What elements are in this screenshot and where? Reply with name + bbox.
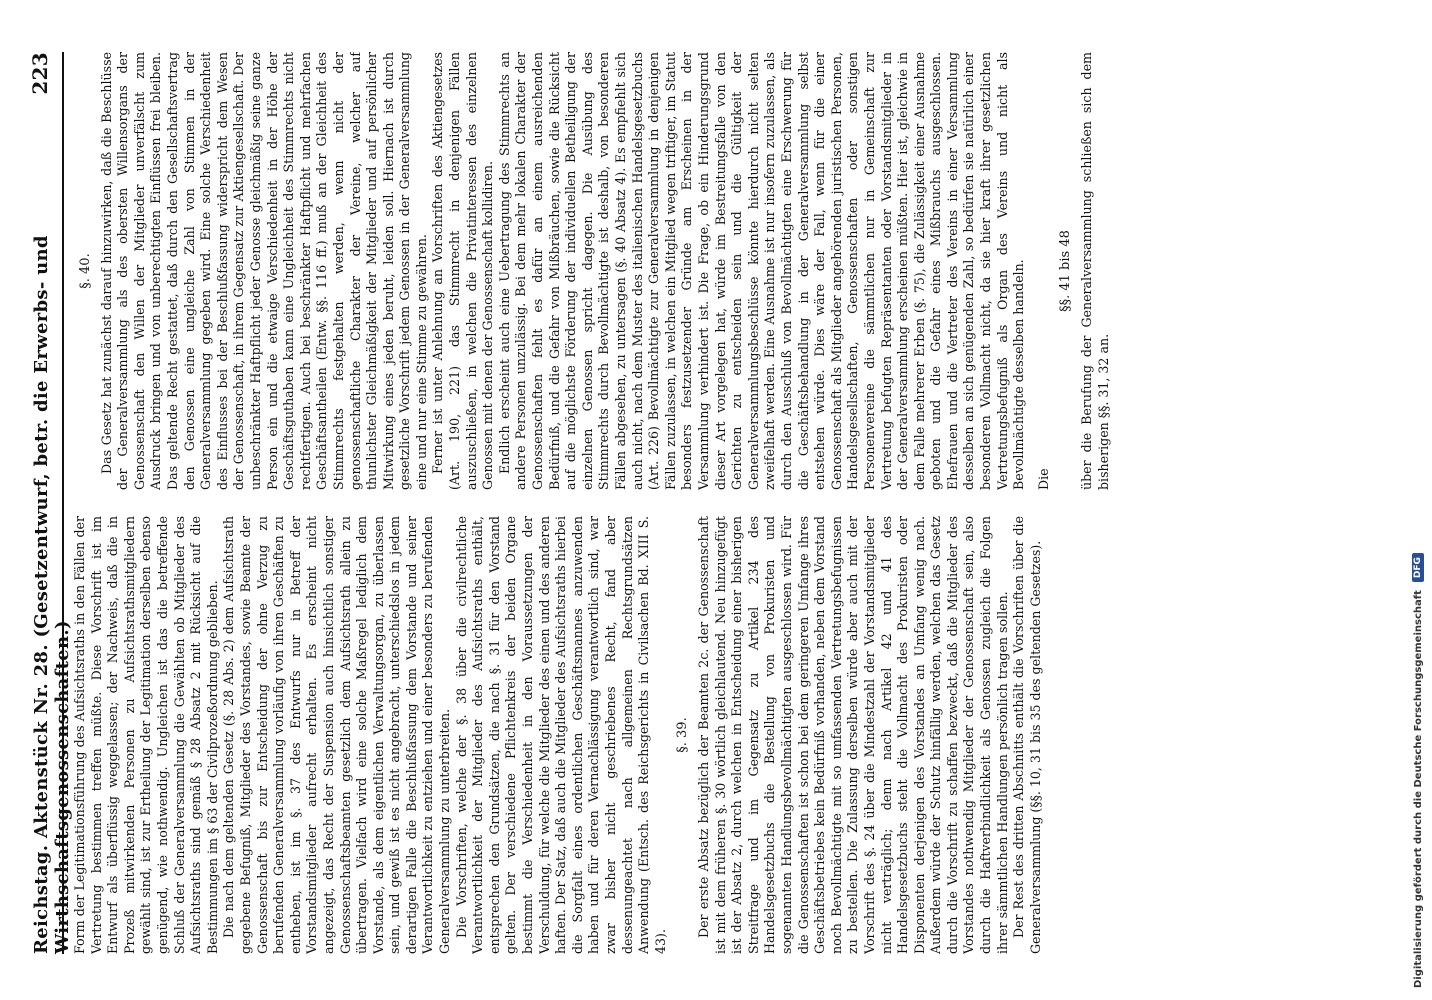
digitization-credit-text: Digitalisierung gefördert durch die Deutsche Forschungsgemeinschaft (1412, 590, 1424, 988)
paragraph: Die nach dem geltenden Gesetz (§. 28 Abs. 2) dem Aufsichtsrath gegebene Befugniß, Mitglieder des Vorstandes, sowie Beamte der Genossenschaft bis zur Entscheidung der ohne Verzug zu berufenden Generalversammlung vorläufig von ihren Geschäften zu entheben, ist im §. 37 des Entwurfs nur in Betreff der Vorstandsmitglieder aufrecht erhalten. Es erscheint nicht angezeigt, das Recht der Suspension auch hinsichtlich sonstiger Genossenschaftsbeamten gesetzlich dem Aufsichtsrath allein zu übertragen. Vielfach wird eine solche Maßregel lediglich dem Vorstande, als dem eigentlichen Verwaltungsorgan, zu überlassen sein, und gewiß ist es nicht angebracht, unterschiedslos in jedem derartigen Falle die Beschlußfassung dem Vorstande und seiner Verantwortlichkeit zu entziehen und einer besonders zu berufenden Generalversammlung zu unterbreiten. (221, 516, 453, 954)
digitization-credit (1404, 0, 1432, 1000)
digitization-sidebar (1404, 0, 1432, 1000)
word-die: Die (1035, 468, 1051, 490)
running-head-title: Reichstag. Aktenstück Nr. 28. (Gesetzentwurf, betr. die Erwerbs- und Wirthschaftsgenossenschaften.) (31, 235, 73, 954)
paragraph: Der Rest des dritten Abschnitts enthält die Vorschriften über die Generalversammlung (§§. 10, 31 bis 35 des geltenden Gesetzes). (1011, 516, 1043, 954)
left-column (72, 516, 1372, 954)
paragraph: Die Vorschriften, welche der §. 38 über die civilrechtliche Verantwortlichkeit der Mitglieder des Aufsichtsraths enthält, entsprechen den Grundsätzen, die nach §. 31 für den Vorstand gelten. Der verschiedene Pflichtenkreis der beiden Organe bestimmt die Verschiedenheit in den Voraussetzungen der Verschuldung, für welche die Mitglieder des einen und des anderen haften. Der Satz, daß auch die Mitglieder des Aufsichtsraths hierbei die Sorgfalt eines ordentlichen Geschäftsmannes anzuwenden haben und für deren Vernachlässigung verantwortlich sind, war zwar bisher nicht geschriebenes Recht, fand aber dessenungeachtet nach allgemeinen Rechtsgrundsätzen Anwendung (Entsch. des Reichsgerichts in Civilsachen Bd. XIII S. 43). (453, 516, 668, 954)
section-heading-41-48: §§. 41 bis 48 (1058, 230, 1074, 312)
paragraph: Der erste Absatz bezüglich der Beamten 2c. der Genossenschaft ist mit dem früheren §. 30 wörtlich gleichlautend. Neu hinzugefügt ist der Absatz 2, durch welchen in Entscheidung einer bisherigen Streitfrage und im Gegensatz zu Artikel 234 des Handelsgesetzbuchs die Bestellung von Prokuristen und sogenannten Handlungsbevollmächtigten ausgeschlossen wird. Für die Genossenschaften ist schon bei dem geringeren Umfange ihres Geschäftsbetriebes kein Bedürfniß vorhanden, neben dem Vorstand noch Bevollmächtigte mit so umfassenden Vertretungsbefugnissen zu bestellen. Die Zulassung derselben würde aber auch mit der Vorschrift des §. 24 über die Mindestzahl der Vorstandsmitglieder nicht verträglich; denn nach Artikel 42 und 41 des Handelsgesetzbuchs steht die Vollmacht des Prokuristen oder Disponenten derjenigen des Vorstandes an Umfang wenig nach. Außerdem würde der Schutz hinfällig werden, welchen das Gesetz durch die Vorschrift zu schaffen bezweckt, daß die Mitglieder des Vorstandes nothwendig Mitglieder der Genossenschaft sein, also durch die Haftverbindlichkeit als Genossen zugleich die Folgen ihrer sämmtlichen Handlungen persönlich tragen sollen. (695, 516, 1010, 954)
section-heading-39: §. 39. (675, 717, 691, 753)
running-head (28, 52, 73, 954)
paragraph: Ferner ist unter Anlehnung an Vorschriften des Aktiengesetzes (Art. 190, 221) das Stimmrecht in denjenigen Fällen auszuschließen, in welchen die Privatinteressen des einzelnen Genossen mit denen der Genossenschaft kollidiren. (430, 52, 496, 490)
dfg-logo: DFG (1412, 553, 1424, 582)
paragraph: Das Gesetz hat zunächst darauf hinzuwirken, daß die Beschlüsse der Generalversammlung als des obersten Willensorgans der Genossenschaft den Willen der Mitglieder unverfälscht zum Ausdruck bringen und von unberechtigten Einflüssen frei bleiben. Das geltende Recht gestattet, daß durch den Gesellschaftsvertrag den Genossen eine ungleiche Zahl von Stimmen in der Generalversammlung gegeben wird. Eine solche Verschiedenheit des Einflusses bei der Beschlußfassung widerspricht dem Wesen der Genossenschaft, in ihrem Gegensatz zur Aktiengesellschaft. Der unbeschränkter Haftpflicht jeder Genosse gleichmäßig seine ganze Person ein und die etwaige Verschiedenheit in der Höhe der Geschäftsguthaben kann eine Ungleichheit des Stimmrechts nicht rechtfertigen. Auch bei beschränkter Haftpflicht und mehrfachen Geschäftsantheilen (Entw. §§. 116 ff.) muß an der Gleichheit des Stimmrechts festgehalten werden, wenn nicht der genossenschaftliche Charakter der Vereine, welcher auf thunlichster Gleichmäßigkeit der Mitglieder und auf persönlicher Mitwirkung eines jeden beruht, leiden soll. Hiernach ist durch gesetzliche Vorschrift jedem Genossen in der Generalversammlung eine und nur eine Stimme zu gewähren. (98, 52, 429, 490)
page-number: 223 (28, 52, 52, 95)
text-columns (72, 52, 1372, 954)
right-column (72, 52, 1372, 490)
paragraph: Form der Legitimationsführung des Aufsichtsraths in den Fällen der Vertretung bestimmen treffen müßte. Diese Vorschrift ist im Entwurf als überflüssig weggelassen; der Nachweis, daß die in Prozeß mitwirkenden Personen zu Aufsichtsrathsmitgliedern gewählt sind, ist zur Ertheilung der Legitimation derselben ebenso genügend, wie nothwendig. Ungleichen ist das die betreffende Schluß der Generalversammlung die Gewählten ob Mitglieder des Aufsichtsraths sind gemäß § 28 Absatz 2 mit Rücksicht auf die Bestimmungen im § 63 der Civilprozeßordnung geblieben. (72, 516, 220, 954)
paragraph: über die Berufung der Generalversammlung schließen sich dem bisherigen §§. 31, 32 an. (1079, 52, 1111, 490)
paragraph: Endlich erscheint auch eine Uebertragung des Stimmrechts an andere Personen unzulässig. Bei dem mehr lokalen Charakter der Genossenschaften fehlt es dafür an einem ausreichenden Bedürfniß, und die Gefahr von Mißbräuchen, sowie die Rücksicht auf die möglichste Förderung der individuellen Betheiligung der einzelnen Genossen spricht dagegen. Die Ausübung des Stimmrechts durch Bevollmächtigte ist deshalb, von besonderen Fällen abgesehen, zu untersagen (§. 40 Absatz 4). Es empfiehlt sich auch nicht, nach dem Muster des italienischen Handelsgesetzbuchs (Art. 226) Bevollmächtigte zur Generalversammlung in denjenigen Fällen zuzulassen, in welchen ein Mitglied wegen triftiger, im Statut besonders festzusetzender Gründe am Erscheinen in der Versammlung verhindert ist. Die Frage, ob ein Hinderungsgrund dieser Art vorgelegen hat, würde im Bestreitungsfalle von den Gerichten zu entscheiden sein und die Gültigkeit der Generalversammlungsbeschlüsse könnte hierdurch nicht selten zweifelhaft werden. Eine Ausnahme ist nur insofern zuzulassen, als durch den Ausschluß von Bevollmächtigten eine Erschwerung für die Geschäftsbehandlung in der Generalversammlung selbst entstehen würde. Dies wäre der Fall, wenn für die einer Genossenschaft als Mitglieder angehörenden juristischen Personen, Handelsgesellschaften, Genossenschaften oder sonstigen Personenvereine die sämmtlichen nur in Gemeinschaft zur Vertretung befugten Repräsentanten oder Vorstandsmitglieder in der Generalversammlung erscheinen müßten. Hier ist, gleichwie in dem Falle mehrerer Erben (§. 75), die Zulässigkeit einer Ausnahme geboten und die Gefahr eines Mißbrauchs ausgeschlossen. Ehefrauen und die Vertreter des Vereins in einer Versammlung desselben an sich genügenden Zahl, so bedürfen sie natürlich einer besonderen Vollmacht nicht, da sie hier kraft ihrer gesetzlichen Vertretungsbefugniß als Organ des Vereins und nicht als Bevollmächtigte desselben handeln. (496, 52, 1027, 490)
section-heading-40: §. 40. (78, 253, 93, 289)
